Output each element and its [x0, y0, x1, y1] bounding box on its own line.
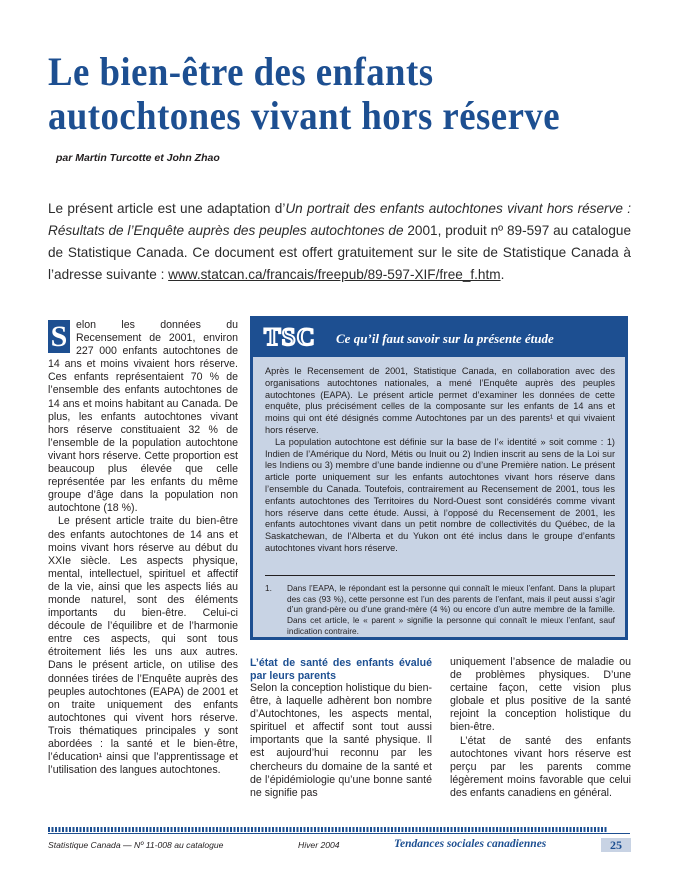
page-number: 25	[610, 838, 622, 852]
tsc-logo: TSC	[264, 324, 316, 351]
right-paragraph-1: uniquement l’absence de maladie ou de problèmes physiques. D’une certaine façon, cette vision plus globale et plus positive de la santé rejoint la conception holistique du bien-être.	[450, 656, 631, 734]
middle-paragraph-1: Selon la conception holistique du bien-être, à laquelle adhèrent bon nombre d’Autochtones, les aspects mental, spirituel et affectif sont tout aussi importants que la santé physique. Il est aujourd’hui reconnu par les chercheurs du domaine de la santé et de l’épidémiologie qu’une bonne santé ne signifie pas	[250, 682, 432, 799]
sidebar-body	[265, 366, 615, 555]
left-paragraph-2: Le présent article traite du bien-être des enfants autochtones de 14 ans et moins vivant hors réserve au début du XXIe siècle. Les aspects physique, mental, intellectuel, spirituel et affectif de la vie, ainsi que les aspects liés au monde naturel, sont des éléments importants du bien-être. Celui-ci découle de l’équilibre et de l’harmonie entre ces aspects, qui sont tous étroitement liés les uns aux autres. Dans le présent article, on utilise des données tirées de l’Enquête auprès des peuples autochtones (EAPA) de 2001 et on traite uniquement des enfants autochtones qui vivent hors réserve. Trois thématiques principales y sont abordées : la santé et le bien-être, l’éducation¹ ainsi que l’apprentissage et l’utilisation des langues autochtones.	[48, 515, 238, 777]
page-number-box	[601, 838, 631, 852]
column-left	[48, 319, 238, 777]
sidebar-paragraph-2: La population autochtone est définie sur la base de l’« identité » soit comme : 1) Indien de l’Amérique du Nord, Métis ou Inuit ou 2) Indien inscrit au sens de la Loi sur les Indiens ou 3) membre d’une bande indienne ou d’une Première nation. Le présent article porte uniquement sur les enfants autochtones vivant hors réserve dans l’ensemble du Canada. Toutefois, contrairement au Recensement de 2001, tous les enfants autochtones des Territoires du Nord-Ouest sont considérés comme vivant hors réserve dans cette étude. Aussi, à l’opposé du Recensement de 2001, les enfants autochtones vivant dans un petit nombre de collectivités du Québec, de la Saskatchewan, de l’Alberta et du Yukon ont été inclus dans le groupe d’enfants autochtones vivant hors réserve.	[265, 436, 615, 553]
drop-cap: S	[48, 320, 70, 353]
sidebar-footnote	[265, 583, 615, 637]
section-heading: L’état de santé des enfants évalué par leurs parents	[250, 657, 432, 682]
intro-source-title: Un portrait des enfants autochtones vivant hors réserve : Résultats de l’Enquête auprès des peuples autochtones de	[48, 201, 631, 238]
byline: par Martin Turcotte et John Zhao	[56, 152, 220, 164]
footnote-text: Dans l’EAPA, le répondant est la personne qui connaît le mieux l’enfant. Dans la plupart des cas (93 %), cette personne est l’un des parents de l’enfant, mais il peut aussi s’agir d’un grand-père ou d’une grand-mère (4 %) ou encore d’un autre membre de la famille. Dans cet article, le « parent » signifie la personne qui connaît le mieux l’enfant, sauf indication contraire.	[287, 583, 615, 636]
column-middle	[250, 657, 432, 800]
column-right	[450, 656, 631, 800]
right-paragraph-2: L’état de santé des enfants autochtones vivant hors réserve est perçu par les parents comme légèrement moins favorable que celui des enfants canadiens en général.	[450, 734, 631, 799]
sidebar-header	[253, 319, 625, 357]
footer-issue: Hiver 2004	[298, 840, 340, 850]
intro-paragraph	[48, 198, 631, 286]
intro-text-c: .	[500, 267, 505, 282]
sidebar-box	[250, 316, 628, 640]
sidebar-divider	[265, 575, 615, 576]
left-paragraph-1-text: elon les données du Recensement de 2001, environ 227 000 enfants autochtones de 14 ans et moins vivaient hors réserve. Ces enfants représentaient 70 % de l’ensemble des enfants autochtones de 14 ans et moins habitant au Canada. De plus, les enfants autochtones vivant hors réserve constituaient 32 % de l’ensemble de la population autochtone vivant hors réserve. Cette proportion est beaucoup plus élevée que celle représentée par les enfants du même groupe d’âge dans la population non autochtone (18 %).	[48, 319, 238, 515]
sidebar-title: Ce qu’il faut savoir sur la présente étude	[336, 331, 554, 346]
footer-publication: Tendances sociales canadiennes	[394, 838, 547, 850]
footer-rule	[48, 833, 630, 834]
intro-text-a: Le présent article est une adaptation d’	[48, 201, 286, 216]
intro-text-b: 2001, produit nº 89-597 au catalogue de Statistique Canada. Ce document est offert gratuitement sur le site de Statistique Canada à l’adresse suivante :	[48, 223, 632, 282]
intro-link[interactable]: www.statcan.ca/francais/freepub/89-597-XIF/free_f.htm	[168, 267, 501, 282]
left-paragraph-1	[48, 319, 238, 515]
footnote-number: 1.	[265, 583, 272, 593]
article-title: Le bien-être des enfants autochtones vivant hors réserve	[48, 49, 561, 138]
footer-pattern-bar	[48, 827, 608, 832]
sidebar-paragraph-1: Après le Recensement de 2001, Statistique Canada, en collaboration avec des organisations autochtones nationales, a mené l’Enquête auprès des peuples autochtones (EAPA). Le présent article permet d’examiner les données de cette enquête, plus précisément celles de la composante sur les enfants de 14 ans et moins qui ont été désignés comme Autochtones par un des parents¹ et qui vivaient hors réserve.	[265, 366, 615, 435]
footer-catalogue: Statistique Canada — Nº 11-008 au catalogue	[48, 840, 224, 850]
